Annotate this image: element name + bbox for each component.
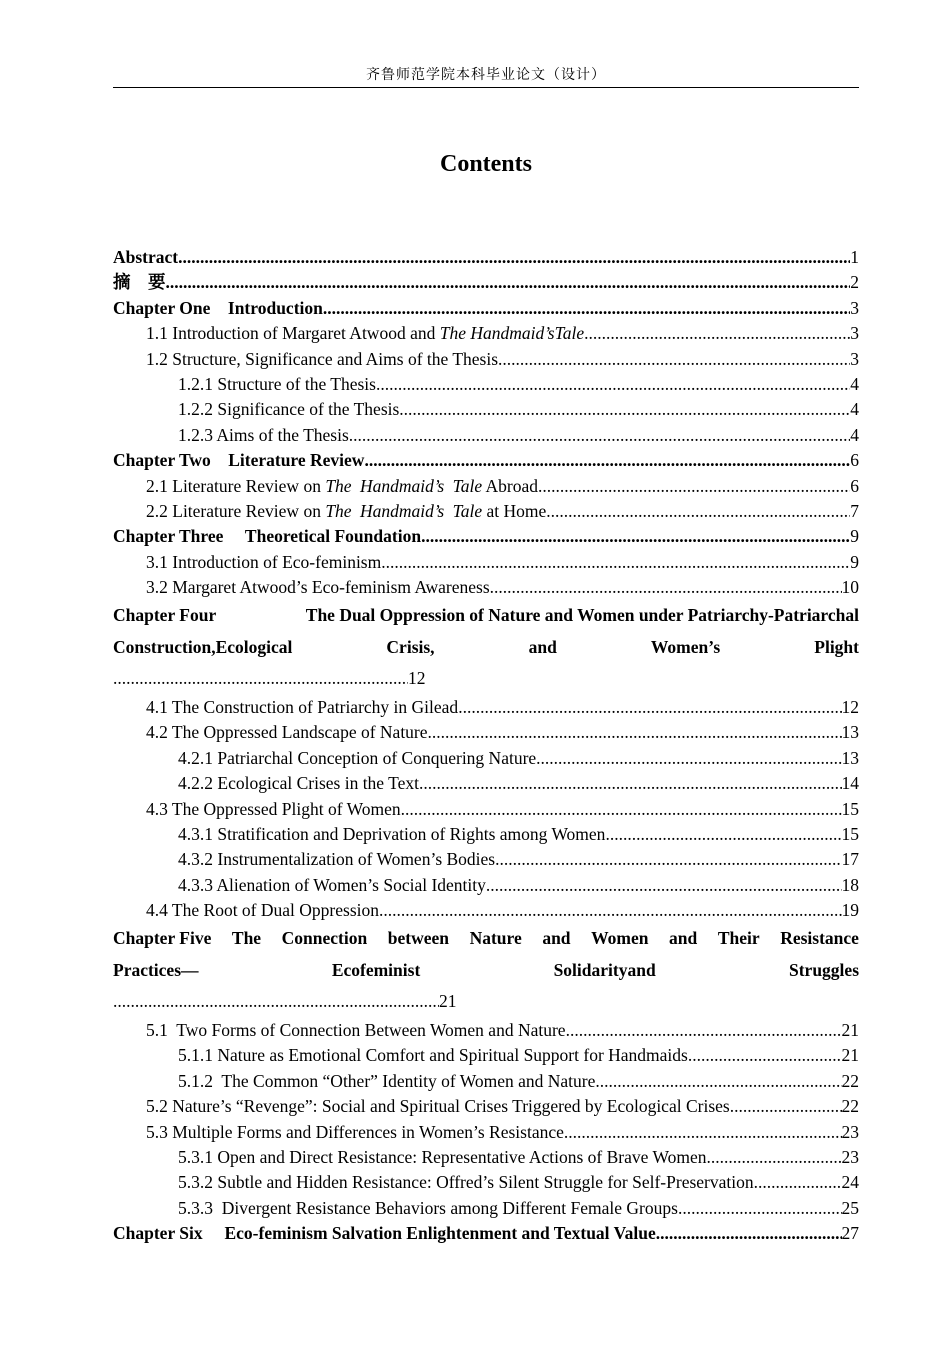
leader-dots <box>595 1069 841 1094</box>
book-title: The Handmaid’s Tale <box>325 500 483 521</box>
page-number: 4 <box>850 424 859 445</box>
leader-dots <box>706 1145 841 1170</box>
page-number: 17 <box>841 849 859 870</box>
toc-entry-4-1[interactable]: 4.1 The Construction of Patriarchy in Gilead ..... 12 <box>113 695 859 720</box>
page-number: 6 <box>850 450 859 471</box>
page-number: 3 <box>850 323 859 344</box>
chapter-five-line-1: Chapter Five The Connection between Nature and Women and Their Resistance <box>113 928 859 949</box>
toc-entry-4-2-1[interactable]: 4.2.1 Patriarchal Conception of Conquering Nature ..... 13 <box>113 746 859 771</box>
toc-entry-4-2-2[interactable]: 4.2.2 Ecological Crises in the Text ..... 14 <box>113 771 859 796</box>
chapter-four-line-3 <box>113 663 859 695</box>
leader-dots <box>605 822 841 847</box>
toc-entry-4-2[interactable]: 4.2 The Oppressed Landscape of Nature ..... 13 <box>113 720 859 745</box>
leader-dots <box>730 1094 842 1119</box>
leader-dots <box>113 986 439 1018</box>
leader-dots <box>678 1196 842 1221</box>
table-of-contents <box>113 245 859 1247</box>
toc-entry-3-1[interactable]: 3.1 Introduction of Eco-feminism ..... 9 <box>113 550 859 575</box>
page-number: 12 <box>408 668 426 689</box>
leader-dots <box>498 347 850 372</box>
page-number: 3 <box>850 348 859 369</box>
page-number: 15 <box>841 798 859 819</box>
leader-dots <box>379 898 842 923</box>
page-header: 齐鲁师范学院本科毕业论文（设计） <box>113 66 859 88</box>
leader-dots <box>323 296 850 321</box>
toc-entry-1-2-2[interactable]: 1.2.2 Significance of the Thesis ..... 4 <box>113 397 859 422</box>
leader-dots <box>656 1221 842 1246</box>
toc-entry-4-4[interactable]: 4.4 The Root of Dual Oppression ..... 19 <box>113 898 859 923</box>
page-number: 4 <box>850 373 859 394</box>
page-number: 3 <box>850 297 859 318</box>
leader-dots <box>349 423 850 448</box>
page-number: 13 <box>841 722 859 743</box>
leader-dots <box>538 474 850 499</box>
leader-dots <box>421 524 850 549</box>
leader-dots <box>688 1043 842 1068</box>
leader-dots <box>546 499 850 524</box>
toc-entry-4-3-1[interactable]: 4.3.1 Stratification and Deprivation of Rights among Women ..... 15 <box>113 822 859 847</box>
toc-entry-4-3-3[interactable]: 4.3.3 Alienation of Women’s Social Identity ..... 18 <box>113 873 859 898</box>
chapter-five-line-2: Practices— Ecofeminist Solidarityand Struggles <box>113 959 859 980</box>
toc-entry-5-3-2[interactable]: 5.3.2 Subtle and Hidden Resistance: Offred’s Silent Struggle for Self-Preservation ..... 24 <box>113 1170 859 1195</box>
toc-entry-5-1[interactable]: 5.1 Two Forms of Connection Between Women and Nature ..... 21 <box>113 1018 859 1043</box>
leader-dots <box>178 245 850 270</box>
page-number: 9 <box>850 551 859 572</box>
toc-entry-zhaiyao[interactable]: 摘 要 ..... 2 <box>113 270 859 295</box>
chapter-four-line-1: Chapter Four The Dual Oppression of Nature and Women under Patriarchy-Patriarchal <box>113 605 859 626</box>
page-number: 12 <box>841 696 859 717</box>
leader-dots <box>401 797 842 822</box>
toc-entry-2-1[interactable]: 2.1 Literature Review on The Handmaid’s Tale Abroad ..... 6 <box>113 474 859 499</box>
toc-entry-1-2[interactable]: 1.2 Structure, Significance and Aims of the Thesis ..... 3 <box>113 347 859 372</box>
page-number: 19 <box>841 900 859 921</box>
toc-entry-5-3[interactable]: 5.3 Multiple Forms and Differences in Women’s Resistance ..... 23 <box>113 1120 859 1145</box>
page-number: 23 <box>841 1146 859 1167</box>
leader-dots <box>428 720 842 745</box>
toc-entry-chapter-four[interactable] <box>113 600 859 695</box>
page-number: 7 <box>850 500 859 521</box>
leader-dots <box>584 321 850 346</box>
toc-entry-5-1-1[interactable]: 5.1.1 Nature as Emotional Comfort and Spiritual Support for Handmaids ..... 21 <box>113 1043 859 1068</box>
page-number: 21 <box>439 991 457 1012</box>
leader-dots <box>495 847 841 872</box>
toc-entry-4-3-2[interactable]: 4.3.2 Instrumentalization of Women’s Bodies ..... 17 <box>113 847 859 872</box>
page-number: 22 <box>841 1070 859 1091</box>
page-number: 23 <box>841 1121 859 1142</box>
toc-entry-4-3[interactable]: 4.3 The Oppressed Plight of Women ..... 15 <box>113 797 859 822</box>
toc-entry-1-2-3[interactable]: 1.2.3 Aims of the Thesis ..... 4 <box>113 423 859 448</box>
toc-entry-5-3-3[interactable]: 5.3.3 Divergent Resistance Behaviors among Different Female Groups ..... 25 <box>113 1196 859 1221</box>
leader-dots <box>364 448 850 473</box>
page-number: 25 <box>841 1197 859 1218</box>
leader-dots <box>486 873 842 898</box>
leader-dots <box>113 663 408 695</box>
leader-dots <box>376 372 850 397</box>
toc-entry-chapter-five[interactable] <box>113 923 859 1018</box>
toc-entry-5-1-2[interactable]: 5.1.2 The Common “Other” Identity of Women and Nature ..... 22 <box>113 1069 859 1094</box>
leader-dots <box>536 746 841 771</box>
page-number: 21 <box>841 1019 859 1040</box>
page-number: 4 <box>850 399 859 420</box>
page-number: 21 <box>841 1045 859 1066</box>
page-number: 24 <box>841 1172 859 1193</box>
toc-entry-chapter-six[interactable]: Chapter Six Eco-feminism Salvation Enlightenment and Textual Value ..... 27 <box>113 1221 859 1246</box>
chapter-five-line-3 <box>113 986 859 1018</box>
page-number: 9 <box>850 526 859 547</box>
toc-entry-1-1[interactable]: 1.1 Introduction of Margaret Atwood and The Handmaid’sTale ..... 3 <box>113 321 859 346</box>
leader-dots <box>490 575 842 600</box>
page-number: 14 <box>841 773 859 794</box>
page-number: 18 <box>841 874 859 895</box>
leader-dots <box>566 1018 842 1043</box>
leader-dots <box>458 695 841 720</box>
page-number: 22 <box>841 1096 859 1117</box>
page-title: Contents <box>439 151 532 177</box>
toc-entry-3-2[interactable]: 3.2 Margaret Atwood’s Eco-feminism Awareness ..... 10 <box>113 575 859 600</box>
toc-entry-5-3-1[interactable]: 5.3.1 Open and Direct Resistance: Representative Actions of Brave Women ..... 23 <box>113 1145 859 1170</box>
toc-entry-5-2[interactable]: 5.2 Nature’s “Revenge”: Social and Spiritual Crises Triggered by Ecological Crises ..... 22 <box>113 1094 859 1119</box>
toc-entry-chapter-one[interactable]: Chapter One Introduction ..... 3 <box>113 296 859 321</box>
page-number: 6 <box>850 475 859 496</box>
leader-dots <box>399 397 850 422</box>
page-number: 10 <box>841 577 859 598</box>
leader-dots <box>419 771 842 796</box>
page-number: 27 <box>841 1223 859 1244</box>
book-title: The Handmaid’s Tale <box>325 475 483 496</box>
page-number: 1 <box>850 247 859 267</box>
leader-dots <box>166 270 851 295</box>
toc-entry-abstract[interactable]: Abstract ..... 1 <box>113 245 859 270</box>
page-number: 2 <box>850 272 859 293</box>
chapter-four-line-2: Construction,Ecological Crisis, and Women’s Plight <box>113 636 859 657</box>
leader-dots <box>381 550 850 575</box>
toc-entry-1-2-1[interactable]: 1.2.1 Structure of the Thesis ..... 4 <box>113 372 859 397</box>
leader-dots <box>564 1120 842 1145</box>
page-number: 13 <box>841 747 859 768</box>
leader-dots <box>754 1170 842 1195</box>
book-title: The Handmaid’sTale <box>439 323 585 344</box>
toc-entry-2-2[interactable]: 2.2 Literature Review on The Handmaid’s Tale at Home ..... 7 <box>113 499 859 524</box>
page-number: 15 <box>841 823 859 844</box>
toc-entry-chapter-two[interactable]: Chapter Two Literature Review ..... 6 <box>113 448 859 473</box>
toc-entry-chapter-three[interactable]: Chapter Three Theoretical Foundation ..... 9 <box>113 524 859 549</box>
